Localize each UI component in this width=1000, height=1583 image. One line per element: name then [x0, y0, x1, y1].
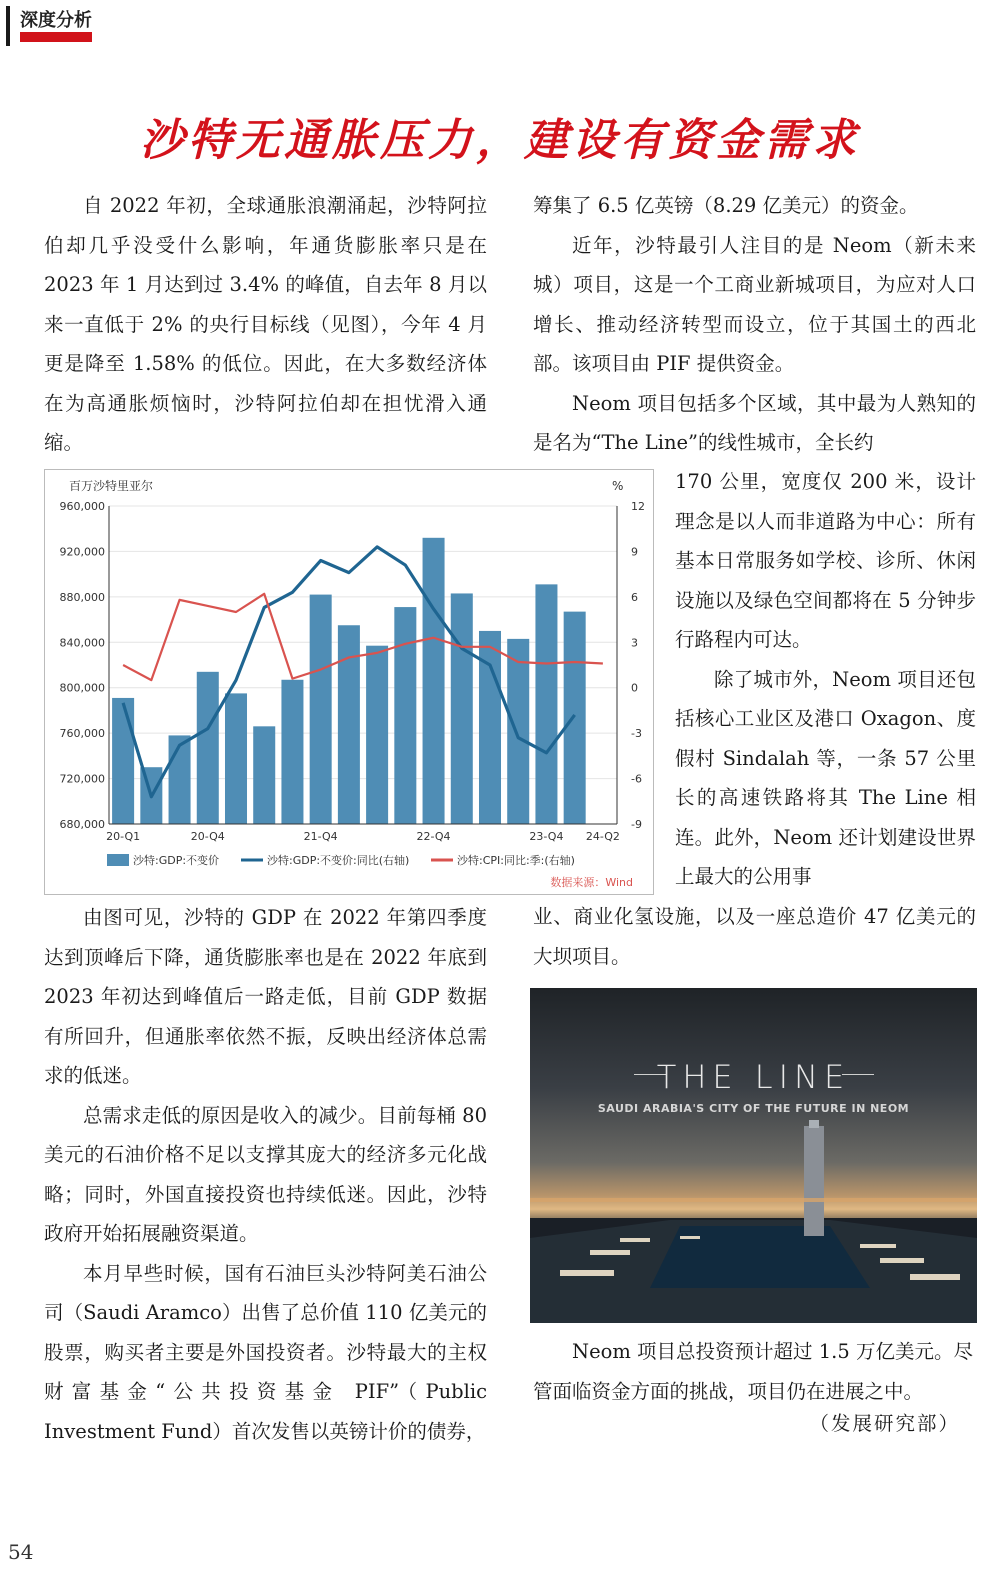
- right-column-wrapped: [675, 462, 976, 897]
- x-tick-label: 20-Q4: [190, 830, 225, 843]
- chart-svg: [45, 470, 653, 894]
- right-tick-label: -6: [631, 772, 642, 786]
- right-tick-label: 12: [631, 500, 645, 513]
- right-tick-label: -9: [631, 818, 642, 831]
- department-credit: （发展研究部）: [809, 1412, 960, 1435]
- x-tick-label: 22-Q4: [416, 830, 451, 843]
- paragraph: Neom 项目包括多个区域，其中最为人熟知的是名为“The Line”的线性城市，全长约: [533, 391, 976, 454]
- left-tick-label: 880,000: [59, 590, 105, 604]
- chart: [44, 469, 654, 895]
- legend-label: 沙特:CPI:同比:季:(右轴): [457, 854, 575, 867]
- gdp-bar: [310, 595, 332, 824]
- photo-caption: [533, 1332, 976, 1411]
- left-axis-unit: 百万沙特里亚尔: [69, 479, 154, 493]
- left-tick-label: 680,000: [59, 818, 105, 831]
- gdp-bar: [225, 693, 247, 824]
- page-number: 54: [8, 1540, 34, 1564]
- gdp-bar: [338, 625, 360, 824]
- section-underline: [20, 32, 92, 42]
- gdp-bar: [281, 680, 303, 824]
- legend-label: 沙特:GDP:不变价: [133, 854, 220, 867]
- photo-title: THE LINE: [656, 1058, 851, 1096]
- paragraph: 筹集了 6.5 亿英镑（8.29 亿美元）的资金。: [533, 194, 919, 217]
- left-tick-label: 720,000: [59, 772, 105, 786]
- gdp-bar: [564, 612, 586, 824]
- gdp-bar: [169, 735, 191, 824]
- left-tick-label: 800,000: [59, 681, 105, 695]
- cpi-yoy-line: [123, 594, 603, 680]
- gdp-bar: [394, 607, 416, 824]
- gdp-bar: [535, 584, 557, 824]
- gdp-bar: [366, 646, 388, 824]
- left-tick-label: 960,000: [59, 500, 105, 513]
- section-label: 深度分析: [20, 10, 92, 31]
- paragraph: 近年，沙特最引人注目的是 Neom（新未来城）项目，这是一个工商业新城项目，为应对人口增长、推动经济转型而设立，位于其国土的西北部。该项目由 PIF 提供资金。: [533, 233, 976, 375]
- x-tick-label: 23-Q4: [529, 830, 564, 843]
- x-tick-label: 21-Q4: [303, 830, 338, 843]
- legend-swatch: [107, 854, 129, 866]
- chart-source: 数据来源：Wind: [550, 876, 633, 889]
- left-column-top: [44, 186, 487, 463]
- paragraph: 本月早些时候，国有石油巨头沙特阿美石油公司（Saudi Aramco）出售了总价值 110 亿美元的股票，购买者主要是外国投资者。沙特最大的主权财富基金“公共投资基金 PIF”（Public Investment Fund）首次发售以英镑计价的债券，: [44, 1261, 487, 1443]
- right-tick-label: 6: [631, 590, 638, 604]
- the-line-photo: [530, 988, 977, 1323]
- gdp-bar: [112, 698, 134, 824]
- gdp-bar: [423, 538, 445, 824]
- legend-label: 沙特:GDP:不变价:同比(右轴): [267, 854, 410, 867]
- right-tick-label: 3: [631, 636, 638, 650]
- paragraph: 由图可见，沙特的 GDP 在 2022 年第四季度达到顶峰后下降，通货膨胀率也是在 2022 年底到 2023 年初达到峰值后一路走低，目前 GDP 数据有所回升，但通胀率依然不振，反映出经济体总需求的低迷。: [44, 906, 487, 1087]
- left-column-bottom: [44, 898, 487, 1451]
- left-tick-label: 840,000: [59, 636, 105, 650]
- right-tick-label: 9: [631, 545, 638, 559]
- left-tick-label: 760,000: [59, 727, 105, 741]
- right-tick-label: -3: [631, 727, 642, 741]
- photo-scene: [530, 988, 977, 1323]
- right-tick-label: 0: [631, 681, 638, 695]
- paragraph: 总需求走低的原因是收入的减少。目前每桶 80 美元的石油价格不足以支撑其庞大的经济多元化战略；同时，外国直接投资也持续低迷。因此，沙特政府开始拓展融资渠道。: [44, 1103, 487, 1245]
- left-tick-label: 920,000: [59, 545, 105, 559]
- right-column-bottom: [533, 897, 976, 976]
- x-tick-label: 24-Q2: [585, 830, 620, 843]
- gdp-bar: [197, 672, 219, 824]
- paragraph: 自 2022 年初，全球通胀浪潮涌起，沙特阿拉伯却几乎没受什么影响，年通货膨胀率只是在 2023 年 1 月达到过 3.4% 的峰值，自去年 8 月以来一直低于 2% 的央行目标线（见图），今年 4 月更是降至 1.58% 的低位。因此，在大多数经济体在为高通胀烦恼时，沙特阿拉伯却在担忧滑入通缩。: [44, 194, 487, 454]
- photo-subtitle: SAUDI ARABIA'S CITY OF THE FUTURE IN NEOM: [597, 1102, 910, 1115]
- section-bar: [6, 6, 10, 46]
- caption-text: Neom 项目总投资预计超过 1.5 万亿美元。尽管面临资金方面的挑战，项目仍在进展之中。: [533, 1340, 973, 1403]
- article-title: 沙特无通胀压力，建设有资金需求: [140, 115, 860, 166]
- x-tick-label: 20-Q1: [106, 830, 141, 843]
- paragraph: 业、商业化氢设施，以及一座总造价 47 亿美元的大坝项目。: [533, 905, 976, 968]
- paragraph: 170 公里，宽度仅 200 米，设计理念是以人而非道路为中心：所有基本日常服务如学校、诊所、休闲设施以及绿色空间都将在 5 分钟步行路程内可达。: [675, 470, 976, 651]
- right-axis-unit: %: [612, 479, 624, 493]
- gdp-bar: [507, 639, 529, 824]
- gdp-bar: [451, 593, 473, 824]
- right-column-top: [533, 186, 976, 463]
- gdp-bar: [253, 726, 275, 824]
- paragraph: 除了城市外，Neom 项目还包括核心工业区及港口 Oxagon、度假村 Sindalah 等，一条 57 公里长的高速铁路将其 The Line 相连。此外，Neom 还计划建设世界上最大的公用事: [675, 667, 976, 888]
